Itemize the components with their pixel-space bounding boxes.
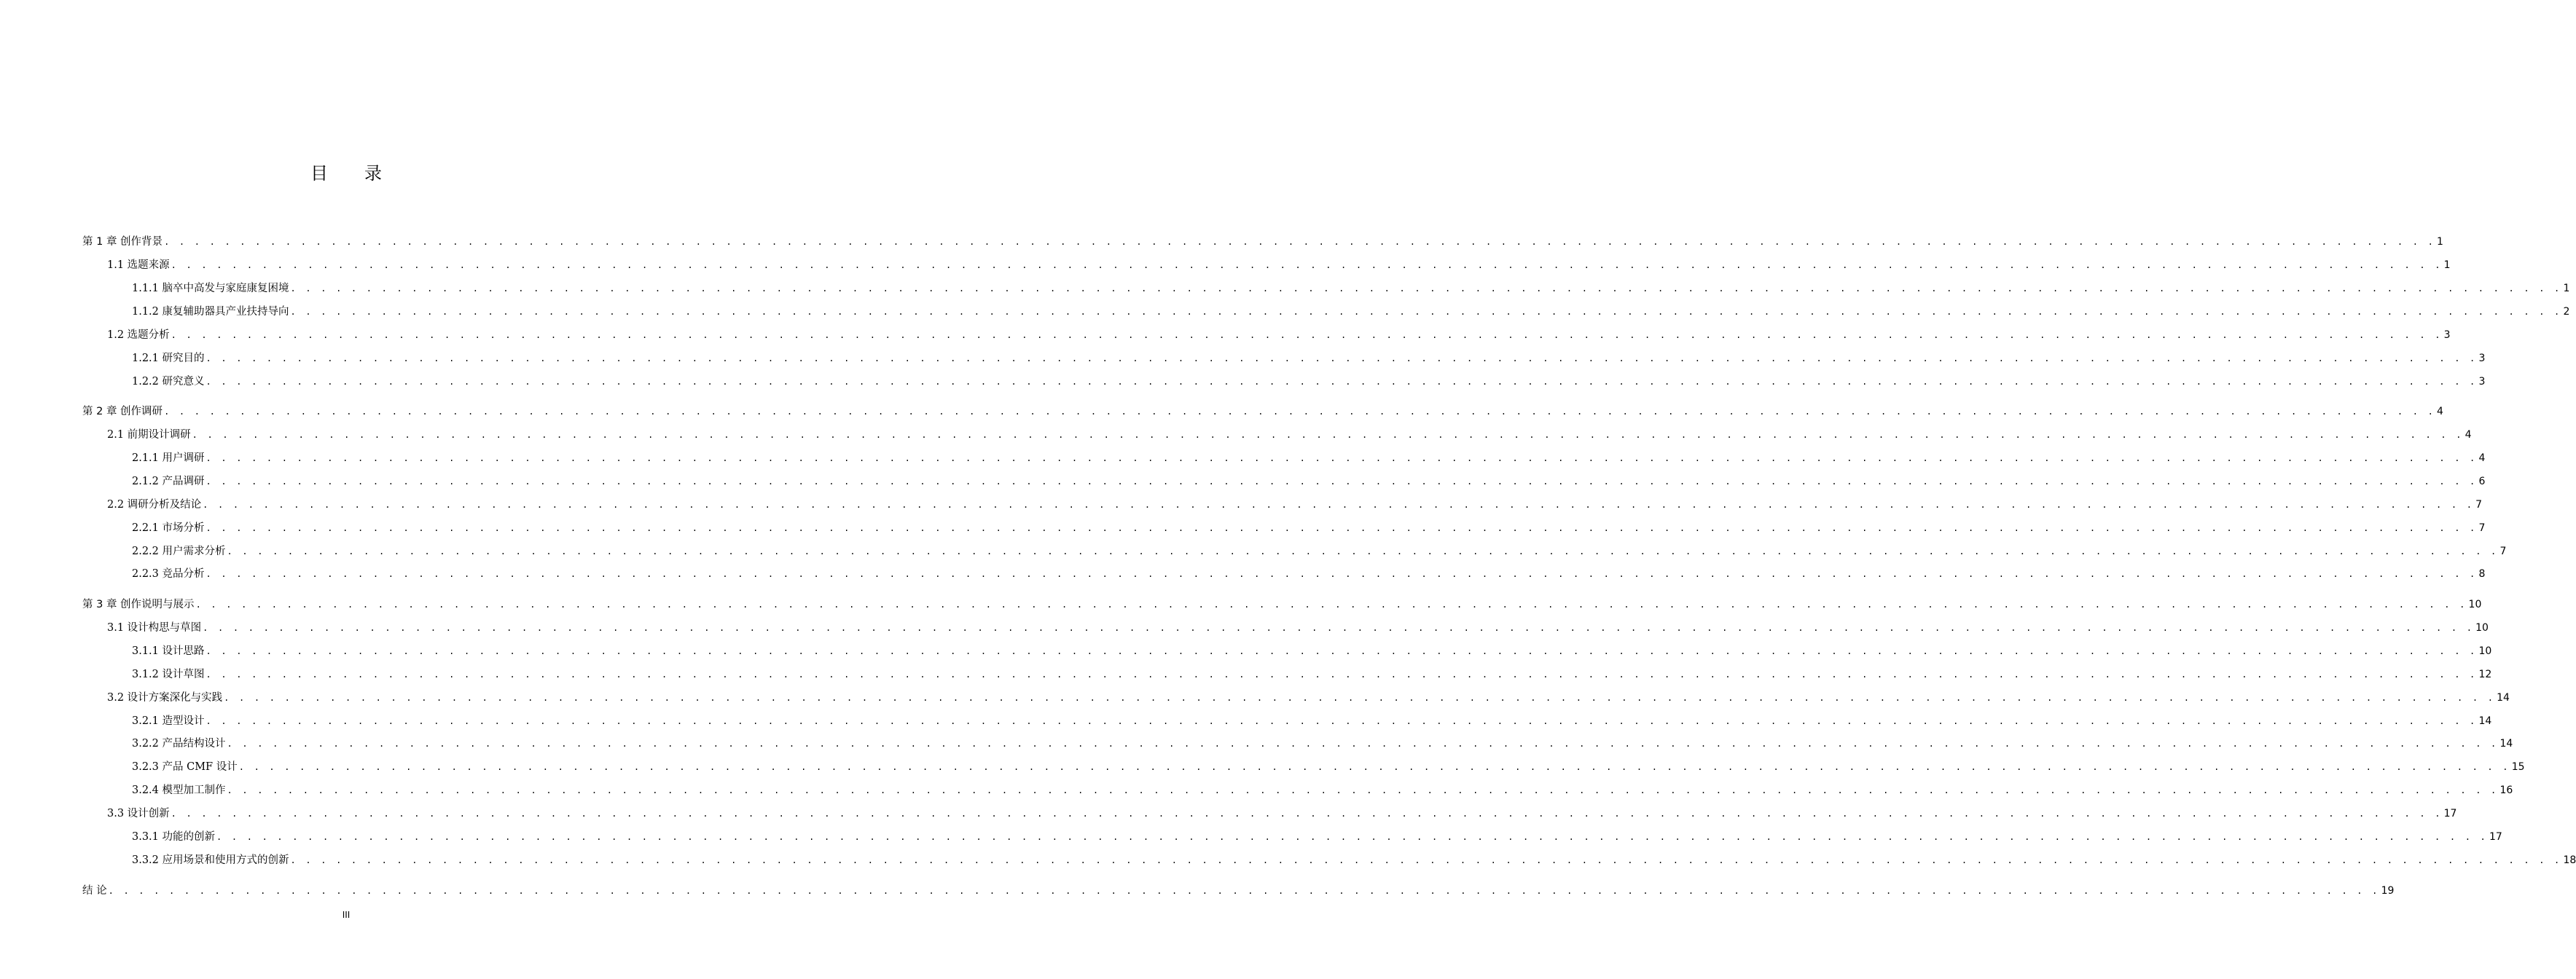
toc-entry-label: 3.3 设计创新 [107, 808, 170, 819]
toc-entry[interactable] [82, 235, 2443, 249]
toc-entry[interactable] [107, 498, 2483, 512]
toc-entry[interactable] [107, 806, 2457, 821]
toc-entry-page: 3 [2478, 353, 2486, 364]
toc-entry[interactable] [132, 830, 2502, 844]
toc-entry-label: 2.2.3 竞品分析 [132, 568, 205, 580]
toc-entry-label: 3.3.2 应用场景和使用方式的创新 [132, 854, 289, 866]
toc-entry[interactable] [132, 351, 2486, 366]
toc-entry-label: 3.1 设计构思与草图 [107, 622, 202, 634]
toc-entry[interactable] [132, 544, 2507, 559]
toc-entry[interactable] [132, 451, 2486, 465]
toc-entry[interactable] [132, 304, 2570, 319]
toc-entry-page: 4 [2478, 452, 2486, 464]
toc-entry-label: 1.1.2 康复辅助器具产业扶持导向 [132, 306, 289, 318]
toc-entry[interactable] [82, 404, 2443, 419]
toc-entry-label: 2.1.1 用户调研 [132, 452, 205, 464]
toc-entry[interactable] [107, 621, 2489, 635]
dot-leader: . . . . . . . . . . . . . . . . . . . . . . . . . . . . . . . . . . . . . . . . . . . . . . . . . . . . . . . . . . . . . . . . . . . . . . . . . . . . . . . . . . . . . . . . . . . . . . . . . . . . . . . . . . . . . . . . . . . . . . . . . . . . . . . . . . . . . . . . . . . . . . . . . . . . . . [164, 237, 2436, 247]
toc-entry[interactable] [132, 521, 2486, 535]
toc-entry-label: 2.2.1 市场分析 [132, 522, 205, 534]
toc-entry-label: 3.1.1 设计思路 [132, 645, 205, 657]
toc-entry-page: 6 [2478, 476, 2486, 487]
dot-leader: . . . . . . . . . . . . . . . . . . . . . . . . . . . . . . . . . . . . . . . . . . . . . . . . . . . . . . . . . . . . . . . . . . . . . . . . . . . . . . . . . . . . . . . . . . . . . . . . . . . . . . . . . . . . . . . . . . . . . . . . . . . . . . . . . . . . . . . . . . . . . . . . . . . . . . [290, 283, 2562, 294]
dot-leader: . . . . . . . . . . . . . . . . . . . . . . . . . . . . . . . . . . . . . . . . . . . . . . . . . . . . . . . . . . . . . . . . . . . . . . . . . . . . . . . . . . . . . . . . . . . . . . . . . . . . . . . . . . . . . . . . . . . . . . . . . . . . . . . . . . . . . . . . . . . . . . . . . . . . . . [171, 809, 2443, 819]
toc-entry-page: 14 [2478, 715, 2492, 727]
toc-entry-page: 10 [2478, 645, 2492, 657]
toc-entry-page: 1 [2563, 283, 2570, 294]
toc-entry-label: 3.2.4 模型加工制作 [132, 785, 226, 796]
toc-entry-page: 8 [2478, 568, 2486, 580]
toc-entry-label: 1.1.1 脑卒中高发与家庭康复困境 [132, 283, 289, 294]
toc-entry-label: 3.2 设计方案深化与实践 [107, 692, 223, 704]
toc-entry-page: 2 [2563, 306, 2570, 318]
page-number-footer: III [342, 910, 351, 920]
dot-leader: . . . . . . . . . . . . . . . . . . . . . . . . . . . . . . . . . . . . . . . . . . . . . . . . . . . . . . . . . . . . . . . . . . . . . . . . . . . . . . . . . . . . . . . . . . . . . . . . . . . . . . . . . . . . . . . . . . . . . . . . . . . . . . . . . . . . . . . . . . . . . . . . . . . . . . [205, 523, 2478, 533]
dot-leader: . . . . . . . . . . . . . . . . . . . . . . . . . . . . . . . . . . . . . . . . . . . . . . . . . . . . . . . . . . . . . . . . . . . . . . . . . . . . . . . . . . . . . . . . . . . . . . . . . . . . . . . . . . . . . . . . . . . . . . . . . . . . . . . . . . . . . . . . . . . . . . . . . . . . . . [216, 832, 2488, 842]
toc-entry-label: 3.2.3 产品 CMF 设计 [132, 761, 238, 773]
toc-entry-page: 3 [2443, 329, 2451, 341]
dot-leader: . . . . . . . . . . . . . . . . . . . . . . . . . . . . . . . . . . . . . . . . . . . . . . . . . . . . . . . . . . . . . . . . . . . . . . . . . . . . . . . . . . . . . . . . . . . . . . . . . . . . . . . . . . . . . . . . . . . . . . . . . . . . . . . . . . . . . . . . . . . . . . . . . . . . . . [227, 739, 2499, 749]
dot-leader: . . . . . . . . . . . . . . . . . . . . . . . . . . . . . . . . . . . . . . . . . . . . . . . . . . . . . . . . . . . . . . . . . . . . . . . . . . . . . . . . . . . . . . . . . . . . . . . . . . . . . . . . . . . . . . . . . . . . . . . . . . . . . . . . . . . . . . . . . . . . . . . . . . . . . . [205, 476, 2478, 487]
toc-entry-page: 10 [2468, 599, 2482, 610]
dot-leader: . . . . . . . . . . . . . . . . . . . . . . . . . . . . . . . . . . . . . . . . . . . . . . . . . . . . . . . . . . . . . . . . . . . . . . . . . . . . . . . . . . . . . . . . . . . . . . . . . . . . . . . . . . . . . . . . . . . . . . . . . . . . . . . . . . . . . . . . . . . . . . . . . . . . . . [205, 669, 2478, 680]
toc-entry[interactable] [132, 667, 2492, 682]
toc-entry[interactable] [82, 884, 2395, 898]
dot-leader: . . . . . . . . . . . . . . . . . . . . . . . . . . . . . . . . . . . . . . . . . . . . . . . . . . . . . . . . . . . . . . . . . . . . . . . . . . . . . . . . . . . . . . . . . . . . . . . . . . . . . . . . . . . . . . . . . . . . . . . . . . . . . . . . . . . . . . . . . . . . . . . . . . . . . . [203, 500, 2475, 510]
toc-entry-label: 2.1.2 产品调研 [132, 476, 205, 487]
toc-entry-page: 17 [2489, 831, 2502, 843]
dot-leader: . . . . . . . . . . . . . . . . . . . . . . . . . . . . . . . . . . . . . . . . . . . . . . . . . . . . . . . . . . . . . . . . . . . . . . . . . . . . . . . . . . . . . . . . . . . . . . . . . . . . . . . . . . . . . . . . . . . . . . . . . . . . . . . . . . . . . . . . . . . . . . . . . . . . . . [205, 353, 2478, 363]
dot-leader: . . . . . . . . . . . . . . . . . . . . . . . . . . . . . . . . . . . . . . . . . . . . . . . . . . . . . . . . . . . . . . . . . . . . . . . . . . . . . . . . . . . . . . . . . . . . . . . . . . . . . . . . . . . . . . . . . . . . . . . . . . . . . . . . . . . . . . . . . . . . . . . . . . . . . . [290, 307, 2562, 317]
toc-entry-label: 1.1 选题来源 [107, 259, 170, 271]
dot-leader: . . . . . . . . . . . . . . . . . . . . . . . . . . . . . . . . . . . . . . . . . . . . . . . . . . . . . . . . . . . . . . . . . . . . . . . . . . . . . . . . . . . . . . . . . . . . . . . . . . . . . . . . . . . . . . . . . . . . . . . . . . . . . . . . . . . . . . . . . . . . . . . . . . . . . . [203, 623, 2475, 633]
toc-entry[interactable] [107, 258, 2451, 272]
toc-entry-label: 3.3.1 功能的创新 [132, 831, 216, 843]
toc-entry-page: 4 [2465, 429, 2472, 441]
toc-entry[interactable] [132, 760, 2525, 774]
toc-entry-page: 14 [2497, 692, 2510, 704]
toc-entry-label: 第 1 章 创作背景 [82, 236, 163, 248]
toc-entry-page: 4 [2437, 406, 2443, 417]
toc-entry[interactable] [107, 328, 2451, 342]
dot-leader: . . . . . . . . . . . . . . . . . . . . . . . . . . . . . . . . . . . . . . . . . . . . . . . . . . . . . . . . . . . . . . . . . . . . . . . . . . . . . . . . . . . . . . . . . . . . . . . . . . . . . . . . . . . . . . . . . . . . . . . . . . . . . . . . . . . . . . . . . . . . . . . . . . . . . . [205, 377, 2478, 387]
toc-entry-page: 7 [2499, 546, 2507, 557]
dot-leader: . . . . . . . . . . . . . . . . . . . . . . . . . . . . . . . . . . . . . . . . . . . . . . . . . . . . . . . . . . . . . . . . . . . . . . . . . . . . . . . . . . . . . . . . . . . . . . . . . . . . . . . . . . . . . . . . . . . . . . . . . . . . . . . . . . . . . . . . . . . . . . . . . . . . . . [171, 330, 2443, 340]
dot-leader: . . . . . . . . . . . . . . . . . . . . . . . . . . . . . . . . . . . . . . . . . . . . . . . . . . . . . . . . . . . . . . . . . . . . . . . . . . . . . . . . . . . . . . . . . . . . . . . . . . . . . . . . . . . . . . . . . . . . . . . . . . . . . . . . . . . . . . . . . . . . . . . . . . . . . . [290, 855, 2562, 865]
toc-title-char-1: 目 [310, 163, 328, 184]
toc-entry-label: 第 2 章 创作调研 [82, 406, 163, 417]
dot-leader: . . . . . . . . . . . . . . . . . . . . . . . . . . . . . . . . . . . . . . . . . . . . . . . . . . . . . . . . . . . . . . . . . . . . . . . . . . . . . . . . . . . . . . . . . . . . . . . . . . . . . . . . . . . . . . . . . . . . . . . . . . . . . . . . . . . . . . . . . . . . . . . . . . . . . . [205, 453, 2478, 463]
toc-entry-page: 14 [2499, 738, 2513, 750]
dot-leader: . . . . . . . . . . . . . . . . . . . . . . . . . . . . . . . . . . . . . . . . . . . . . . . . . . . . . . . . . . . . . . . . . . . . . . . . . . . . . . . . . . . . . . . . . . . . . . . . . . . . . . . . . . . . . . . . . . . . . . . . . . . . . . . . . . . . . . . . . . . . . . . . . . . . . . [205, 569, 2478, 579]
dot-leader: . . . . . . . . . . . . . . . . . . . . . . . . . . . . . . . . . . . . . . . . . . . . . . . . . . . . . . . . . . . . . . . . . . . . . . . . . . . . . . . . . . . . . . . . . . . . . . . . . . . . . . . . . . . . . . . . . . . . . . . . . . . . . . . . . . . . . . . . . . . . . . . . . . . . . . [224, 693, 2496, 703]
toc-entry[interactable] [132, 374, 2486, 389]
toc-entry-page: 1 [2437, 236, 2443, 248]
toc-entry[interactable] [107, 691, 2510, 705]
toc-entry[interactable] [132, 853, 2576, 868]
toc-entry[interactable] [132, 714, 2492, 728]
toc-entry-label: 1.2 选题分析 [107, 329, 170, 341]
toc-entry-page: 16 [2499, 785, 2513, 796]
toc-entry-label: 第 3 章 创作说明与展示 [82, 599, 195, 610]
dot-leader: . . . . . . . . . . . . . . . . . . . . . . . . . . . . . . . . . . . . . . . . . . . . . . . . . . . . . . . . . . . . . . . . . . . . . . . . . . . . . . . . . . . . . . . . . . . . . . . . . . . . . . . . . . . . . . . . . . . . . . . . . . . . . . . . . . . . . . . . . . . . . . . . . . . . . . [238, 762, 2510, 772]
toc-entry-page: 7 [2478, 522, 2486, 534]
toc-entry-label: 3.2.1 造型设计 [132, 715, 205, 727]
dot-leader: . . . . . . . . . . . . . . . . . . . . . . . . . . . . . . . . . . . . . . . . . . . . . . . . . . . . . . . . . . . . . . . . . . . . . . . . . . . . . . . . . . . . . . . . . . . . . . . . . . . . . . . . . . . . . . . . . . . . . . . . . . . . . . . . . . . . . . . . . . . . . . . . . . . . . . [195, 599, 2467, 610]
toc-entry-label: 结 论 [82, 885, 107, 897]
toc-entry-label: 1.2.1 研究目的 [132, 353, 205, 364]
toc-entry-page: 12 [2478, 669, 2492, 680]
dot-leader: . . . . . . . . . . . . . . . . . . . . . . . . . . . . . . . . . . . . . . . . . . . . . . . . . . . . . . . . . . . . . . . . . . . . . . . . . . . . . . . . . . . . . . . . . . . . . . . . . . . . . . . . . . . . . . . . . . . . . . . . . . . . . . . . . . . . . . . . . . . . . . . . . . . . . . [205, 716, 2478, 726]
toc-entry-page: 19 [2381, 885, 2395, 897]
toc-entry-label: 3.1.2 设计草图 [132, 669, 205, 680]
toc-title-char-2: 录 [364, 163, 382, 184]
dot-leader: . . . . . . . . . . . . . . . . . . . . . . . . . . . . . . . . . . . . . . . . . . . . . . . . . . . . . . . . . . . . . . . . . . . . . . . . . . . . . . . . . . . . . . . . . . . . . . . . . . . . . . . . . . . . . . . . . . . . . . . . . . . . . . . . . . . . . . . . . . . . . . . . . . . . . . [164, 406, 2436, 417]
dot-leader: . . . . . . . . . . . . . . . . . . . . . . . . . . . . . . . . . . . . . . . . . . . . . . . . . . . . . . . . . . . . . . . . . . . . . . . . . . . . . . . . . . . . . . . . . . . . . . . . . . . . . . . . . . . . . . . . . . . . . . . . . . . . . . . . . . . . . . . . . . . . . . . . . . . . . . [108, 886, 2380, 896]
toc-entry[interactable] [132, 783, 2513, 798]
toc-entry[interactable] [132, 736, 2513, 751]
dot-leader: . . . . . . . . . . . . . . . . . . . . . . . . . . . . . . . . . . . . . . . . . . . . . . . . . . . . . . . . . . . . . . . . . . . . . . . . . . . . . . . . . . . . . . . . . . . . . . . . . . . . . . . . . . . . . . . . . . . . . . . . . . . . . . . . . . . . . . . . . . . . . . . . . . . . . . [227, 785, 2499, 795]
toc-entry-page: 3 [2478, 376, 2486, 388]
toc-entry[interactable] [132, 474, 2486, 489]
dot-leader: . . . . . . . . . . . . . . . . . . . . . . . . . . . . . . . . . . . . . . . . . . . . . . . . . . . . . . . . . . . . . . . . . . . . . . . . . . . . . . . . . . . . . . . . . . . . . . . . . . . . . . . . . . . . . . . . . . . . . . . . . . . . . . . . . . . . . . . . . . . . . . . . . . . . . . [227, 546, 2499, 557]
toc-entry-page: 15 [2511, 761, 2525, 773]
toc-entry-label: 2.2.2 用户需求分析 [132, 546, 226, 557]
toc-entry[interactable] [82, 597, 2482, 612]
toc-entry-label: 3.2.2 产品结构设计 [132, 738, 226, 750]
toc-entry[interactable] [132, 644, 2492, 658]
dot-leader: . . . . . . . . . . . . . . . . . . . . . . . . . . . . . . . . . . . . . . . . . . . . . . . . . . . . . . . . . . . . . . . . . . . . . . . . . . . . . . . . . . . . . . . . . . . . . . . . . . . . . . . . . . . . . . . . . . . . . . . . . . . . . . . . . . . . . . . . . . . . . . . . . . . . . . [205, 646, 2478, 656]
toc-entry-label: 2.2 调研分析及结论 [107, 499, 202, 511]
toc-entry-label: 1.2.2 研究意义 [132, 376, 205, 388]
dot-leader: . . . . . . . . . . . . . . . . . . . . . . . . . . . . . . . . . . . . . . . . . . . . . . . . . . . . . . . . . . . . . . . . . . . . . . . . . . . . . . . . . . . . . . . . . . . . . . . . . . . . . . . . . . . . . . . . . . . . . . . . . . . . . . . . . . . . . . . . . . . . . . . . . . . . . . [171, 260, 2443, 270]
toc-entry-page: 17 [2443, 808, 2457, 819]
toc-entry-page: 18 [2563, 854, 2576, 866]
toc-entry-page: 1 [2443, 259, 2451, 271]
toc-entry-page: 7 [2475, 499, 2483, 511]
dot-leader: . . . . . . . . . . . . . . . . . . . . . . . . . . . . . . . . . . . . . . . . . . . . . . . . . . . . . . . . . . . . . . . . . . . . . . . . . . . . . . . . . . . . . . . . . . . . . . . . . . . . . . . . . . . . . . . . . . . . . . . . . . . . . . . . . . . . . . . . . . . . . . . . . . . . . . [192, 430, 2464, 440]
toc-entry[interactable] [132, 567, 2486, 581]
toc-entry[interactable] [107, 428, 2472, 442]
toc-entry[interactable] [132, 281, 2570, 296]
toc-entry-page: 10 [2475, 622, 2489, 634]
toc-entry-label: 2.1 前期设计调研 [107, 429, 191, 441]
